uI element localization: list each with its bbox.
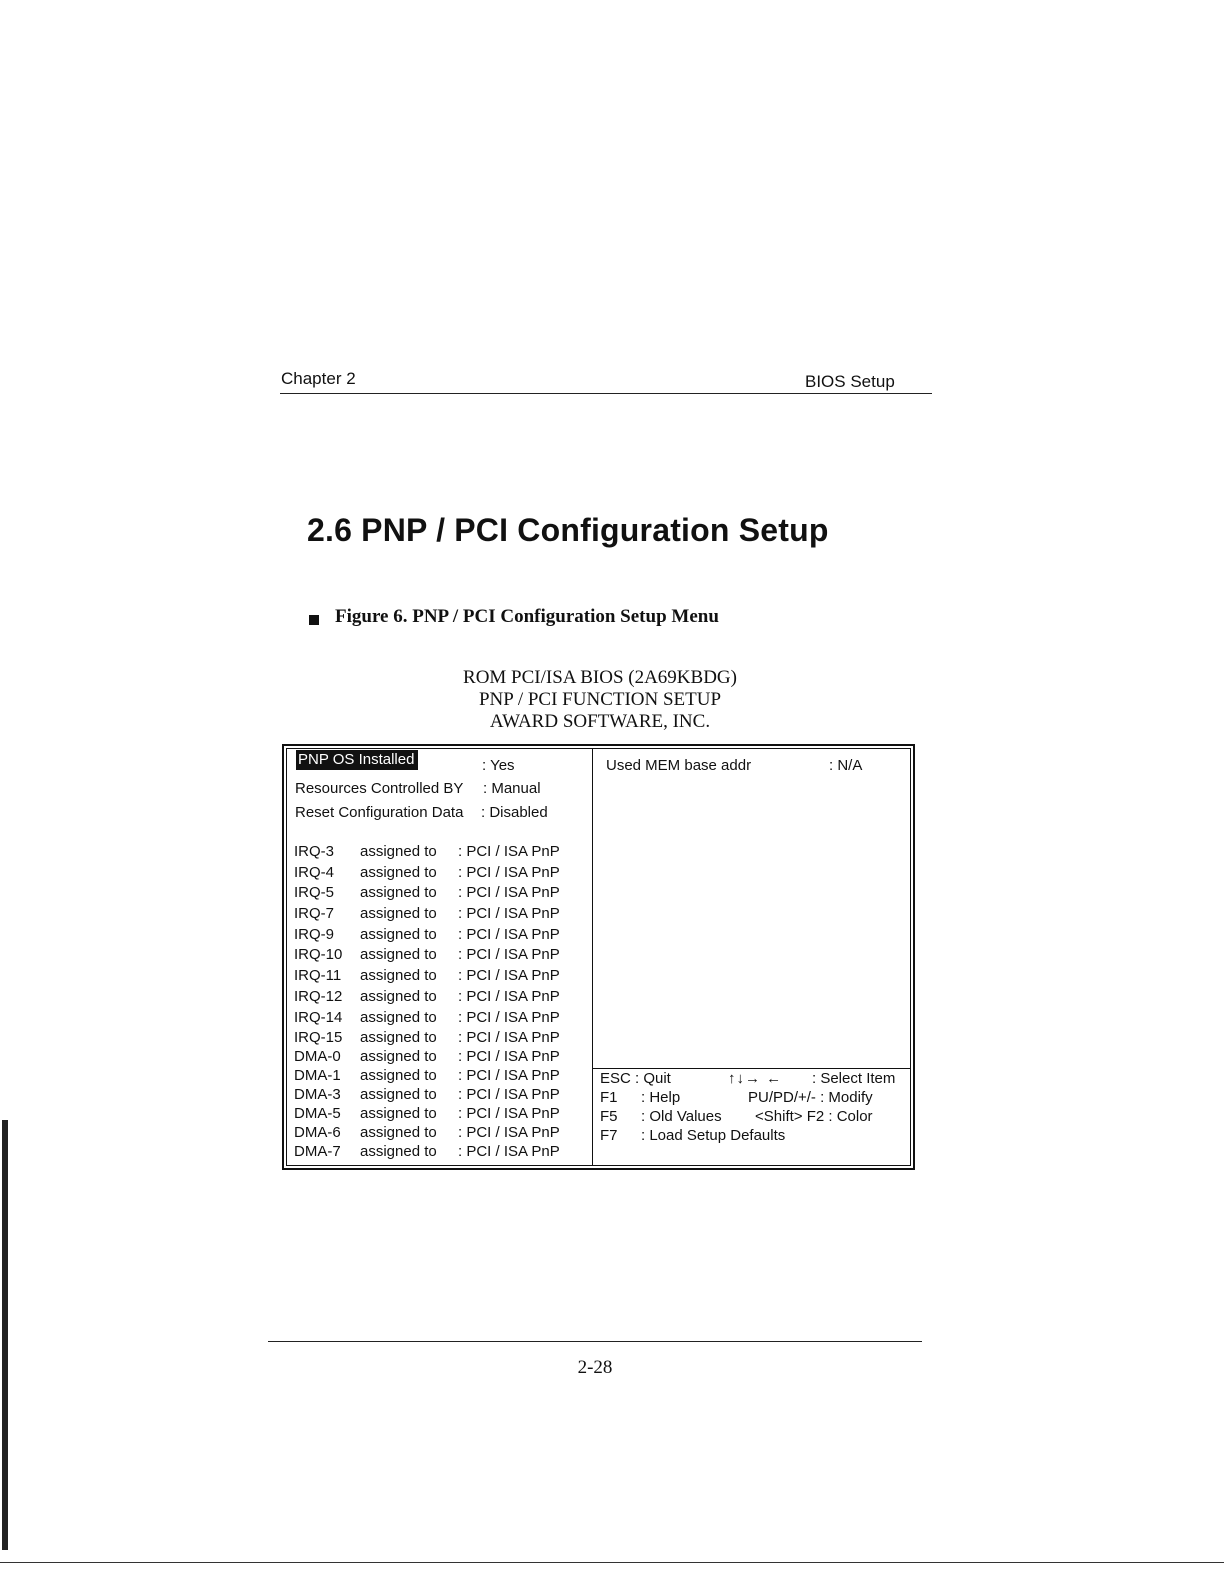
assignment-label: assigned to <box>360 1143 437 1161</box>
assignment-resource: IRQ-5 <box>294 884 335 902</box>
help-f5-key: F5 <box>600 1108 618 1125</box>
assignment-value[interactable]: : PCI / ISA PnP <box>458 1086 560 1104</box>
footer-rule <box>268 1341 922 1342</box>
assignment-resource: DMA-1 <box>294 1067 341 1085</box>
assignment-label: assigned to <box>360 905 437 923</box>
assignment-label: assigned to <box>360 1067 437 1085</box>
assignment-value[interactable]: : PCI / ISA PnP <box>458 884 560 902</box>
help-select-item: : Select Item <box>812 1070 896 1087</box>
resources-controlled-label[interactable]: Resources Controlled BY <box>295 780 464 797</box>
assignment-resource: IRQ-11 <box>294 967 342 985</box>
resources-controlled-value[interactable]: : Manual <box>483 780 541 797</box>
square-bullet-icon <box>309 615 319 625</box>
assignment-resource: IRQ-14 <box>294 1008 343 1026</box>
panel-divider <box>592 748 593 1166</box>
assignment-label: assigned to <box>360 1086 437 1104</box>
assignment-label: assigned to <box>360 987 437 1005</box>
pnp-os-installed-item[interactable] <box>296 751 418 769</box>
page-number: 2-28 <box>577 1357 613 1378</box>
chapter-label: Chapter 2 <box>281 369 356 388</box>
assignment-resource: IRQ-7 <box>294 905 335 923</box>
assignment-label: assigned to <box>360 967 437 985</box>
scan-bottom-edge <box>0 1562 1224 1563</box>
reset-config-label[interactable]: Reset Configuration Data <box>295 804 464 821</box>
scan-binding-edge <box>2 1120 8 1550</box>
section-label: BIOS Setup <box>805 372 895 391</box>
help-modify: PU/PD/+/- : Modify <box>748 1089 873 1106</box>
arrow-keys-icon: ↑↓→ ← <box>728 1070 783 1087</box>
assignment-resource: DMA-5 <box>294 1105 341 1123</box>
bios-title-line-3: AWARD SOFTWARE, INC. <box>489 711 711 732</box>
help-f5-text: : Old Values <box>641 1108 722 1125</box>
assignment-value[interactable]: : PCI / ISA PnP <box>458 1124 560 1142</box>
assignment-label: assigned to <box>360 1105 437 1123</box>
assignment-value[interactable]: : PCI / ISA PnP <box>458 843 560 860</box>
used-mem-base-value[interactable]: : N/A <box>829 757 863 774</box>
assignment-value[interactable]: : PCI / ISA PnP <box>458 905 560 923</box>
assignment-resource: IRQ-15 <box>294 1029 343 1047</box>
pnp-os-installed-label: PNP OS Installed <box>296 750 418 770</box>
assignment-value[interactable]: : PCI / ISA PnP <box>458 863 560 881</box>
pnp-os-installed-value[interactable]: : Yes <box>482 757 515 774</box>
assignment-value[interactable]: : PCI / ISA PnP <box>458 1067 560 1085</box>
assignment-label: assigned to <box>360 1008 437 1026</box>
assignment-label: assigned to <box>360 1048 437 1066</box>
assignment-value[interactable]: : PCI / ISA PnP <box>458 1048 560 1066</box>
assignment-resource: IRQ-4 <box>294 863 335 881</box>
help-f7-key: F7 <box>600 1127 618 1144</box>
assignment-label: assigned to <box>360 843 437 860</box>
figure-caption: Figure 6. PNP / PCI Configuration Setup Menu <box>335 606 719 627</box>
assignment-label: assigned to <box>360 1029 437 1047</box>
assignment-value[interactable]: : PCI / ISA PnP <box>458 1105 560 1123</box>
help-color: <Shift> F2 : Color <box>755 1108 873 1125</box>
section-title: 2.6 PNP / PCI Configuration Setup <box>307 512 829 548</box>
assignment-label: assigned to <box>360 925 437 943</box>
assignment-label: assigned to <box>360 884 437 902</box>
bios-title-line-2: PNP / PCI FUNCTION SETUP <box>478 689 722 710</box>
assignment-label: assigned to <box>360 1124 437 1142</box>
assignment-resource: DMA-7 <box>294 1143 341 1161</box>
bios-title-line-1: ROM PCI/ISA BIOS (2A69KBDG) <box>463 667 737 688</box>
assignment-value[interactable]: : PCI / ISA PnP <box>458 967 560 985</box>
assignment-resource: DMA-3 <box>294 1086 341 1104</box>
help-esc-quit: ESC : Quit <box>600 1070 671 1087</box>
used-mem-base-label[interactable]: Used MEM base addr <box>606 757 752 774</box>
assignment-resource: IRQ-9 <box>294 925 335 943</box>
help-f7-text: : Load Setup Defaults <box>641 1127 786 1144</box>
reset-config-value[interactable]: : Disabled <box>481 804 548 821</box>
assignment-value[interactable]: : PCI / ISA PnP <box>458 925 560 943</box>
assignment-resource: IRQ-3 <box>294 843 335 860</box>
assignment-resource: IRQ-12 <box>294 987 343 1005</box>
assignment-value[interactable]: : PCI / ISA PnP <box>458 1008 560 1026</box>
assignment-resource: DMA-0 <box>294 1048 341 1066</box>
assignment-value[interactable]: : PCI / ISA PnP <box>458 946 560 964</box>
assignment-resource: DMA-6 <box>294 1124 341 1142</box>
help-f1-key: F1 <box>600 1089 618 1106</box>
assignment-value[interactable]: : PCI / ISA PnP <box>458 1143 560 1161</box>
header-rule <box>280 393 932 394</box>
assignment-value[interactable]: : PCI / ISA PnP <box>458 1029 560 1047</box>
help-divider <box>592 1068 911 1069</box>
assignment-value[interactable]: : PCI / ISA PnP <box>458 987 560 1005</box>
assignment-label: assigned to <box>360 946 437 964</box>
help-f1-text: : Help <box>641 1089 681 1106</box>
assignment-resource: IRQ-10 <box>294 946 343 964</box>
assignment-label: assigned to <box>360 863 437 881</box>
